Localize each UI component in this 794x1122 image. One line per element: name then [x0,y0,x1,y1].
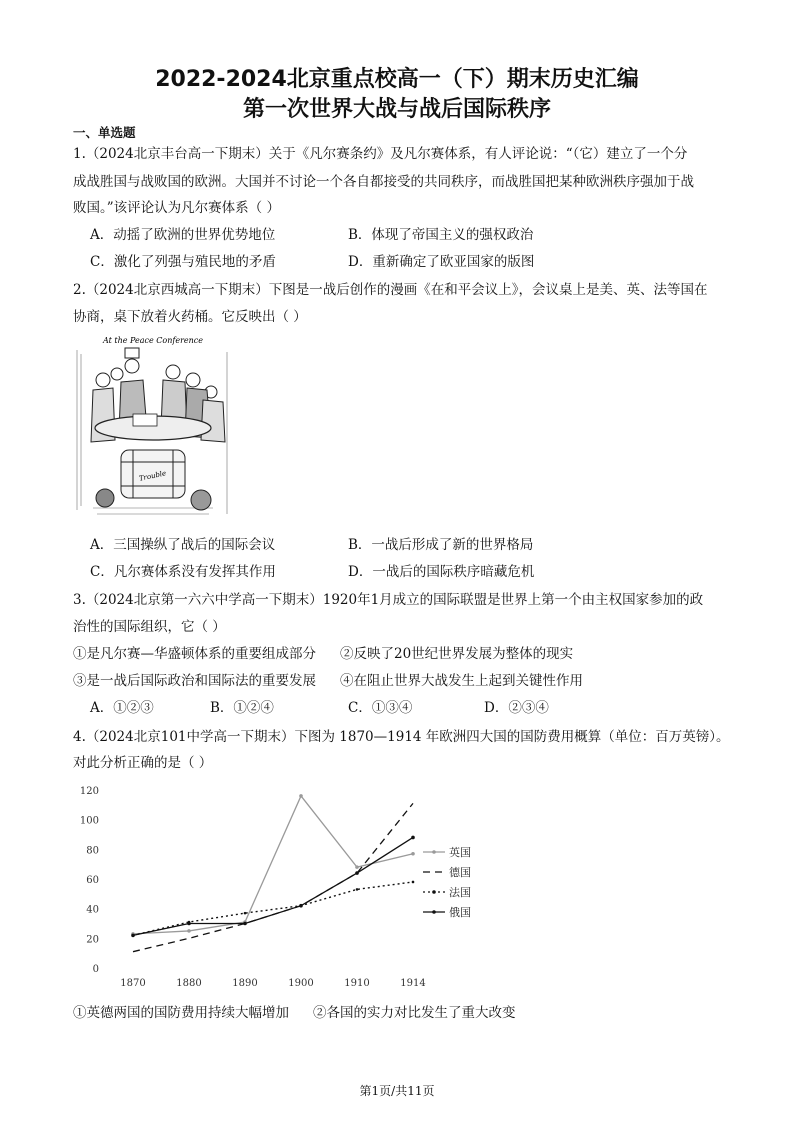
q2-option-b: B．一战后形成了新的世界格局 [348,537,534,553]
page-footer: 第1页/共11页 [359,1084,435,1098]
q3-option-a: A．①②③ [90,700,154,716]
data-point [355,871,359,875]
data-point [187,929,191,933]
q3-stem-line1: 3.（2024北京第一六六中学高一下期末）1920年1月成立的国际联盟是世界上第一个由主权国家参加的政 [73,592,704,608]
legend-marker-0 [432,850,436,854]
legend-marker-3 [432,910,436,914]
section-heading: 一、单选题 [73,125,136,140]
q2-stem-line1: 2.（2024北京西城高一下期末）下图是一战后创作的漫画《在和平会议上》，会议桌上是美、英、法等国在 [73,282,708,298]
q4-statement-1: ①英德两国的国防费用持续大幅增加 [73,1005,289,1021]
q2-stem-line2: 协商，桌下放着火药桶。它反映出（ ） [73,309,307,325]
y-tick-label: 20 [86,934,99,946]
y-tick-label: 0 [92,964,99,975]
series-line-3 [133,837,413,935]
data-point [356,888,359,891]
y-tick-label: 120 [79,786,99,797]
document-title: 2022-2024北京重点校高一（下）期末历史汇编 [155,67,639,92]
q2-option-d: D．一战后的国际秩序暗藏危机 [348,564,535,580]
data-point [299,904,303,908]
x-tick-label: 1890 [232,978,258,989]
data-point [187,922,191,926]
x-tick-label: 1900 [288,978,314,989]
q3-statement-2: ②反映了20世纪世界发展为整体的现实 [340,646,574,662]
cartoon-caption: At the Peace Conference [102,336,204,345]
q4-stem-line2: 对此分析正确的是（ ） [73,755,213,771]
q1-stem-line2: 成战胜国与战败国的欧洲。大国并不讨论一个各自都接受的共同秩序，而战胜国把某种欧洲秩序强加于战 [73,174,694,190]
q1-stem-line3: 败国。”该评论认为凡尔赛体系（ ） [73,200,280,216]
legend-label-2: 法国 [449,886,471,899]
series-line-2 [133,882,413,935]
peace-conference-cartoon [73,330,233,524]
legend-label-3: 俄国 [449,906,471,919]
data-point [131,934,135,938]
q1-option-b: B．体现了帝国主义的强权政治 [348,227,534,243]
barrel-label: Trouble [138,469,167,483]
y-tick-label: 100 [79,815,99,827]
legend-label-1: 德国 [449,866,471,879]
data-point [244,912,247,915]
q3-stem-line2: 治性的国际组织，它（ ） [73,619,226,635]
q1-option-c: C．激化了列强与殖民地的矛盾 [90,254,276,270]
q3-statement-1: ①是凡尔赛—华盛顿体系的重要组成部分 [73,646,316,662]
data-point [243,922,247,926]
x-tick-label: 1914 [400,978,426,989]
q4-stem-line1: 4.（2024北京101中学高一下期末）下图为 1870—1914 年欧洲四大国的国防费用概算（单位：百万英镑）。 [73,729,730,745]
series-line-1 [133,803,413,951]
x-tick-label: 1880 [176,978,202,989]
data-point [355,865,359,869]
x-tick-label: 1910 [344,978,370,989]
q3-statement-3: ③是一战后国际政治和国际法的重要发展 [73,673,316,689]
q1-option-d: D．重新确定了欧亚国家的版图 [348,254,535,270]
data-point [411,836,415,840]
document-subtitle: 第一次世界大战与战后国际秩序 [242,97,551,122]
data-point [299,794,303,798]
q2-option-c: C．凡尔赛体系没有发挥其作用 [90,564,276,580]
x-tick-label: 1870 [120,978,146,989]
data-point [411,852,415,856]
legend-marker-2 [432,890,436,894]
q1-option-a: A．动摇了欧洲的世界优势地位 [90,227,276,243]
q3-option-d: D．②③④ [484,700,549,716]
data-point [412,881,415,884]
legend-label-0: 英国 [449,846,471,859]
q4-statement-2: ②各国的实力对比发生了重大改变 [313,1005,516,1021]
q1-stem-line1: 1.（2024北京丰台高一下期末）关于《凡尔赛条约》及凡尔赛体系，有人评论说：“（它）建立了一个分 [73,146,688,162]
q3-option-b: B．①②④ [210,700,274,716]
q2-option-a: A．三国操纵了战后的国际会议 [90,537,276,553]
y-tick-label: 40 [86,904,99,916]
defense-spending-line-chart [73,778,493,990]
y-tick-label: 60 [86,875,99,886]
q3-statement-4: ④在阻止世界大战发生上起到关键性作用 [340,673,583,689]
q3-option-c: C．①③④ [348,700,413,716]
y-tick-label: 80 [86,845,99,857]
